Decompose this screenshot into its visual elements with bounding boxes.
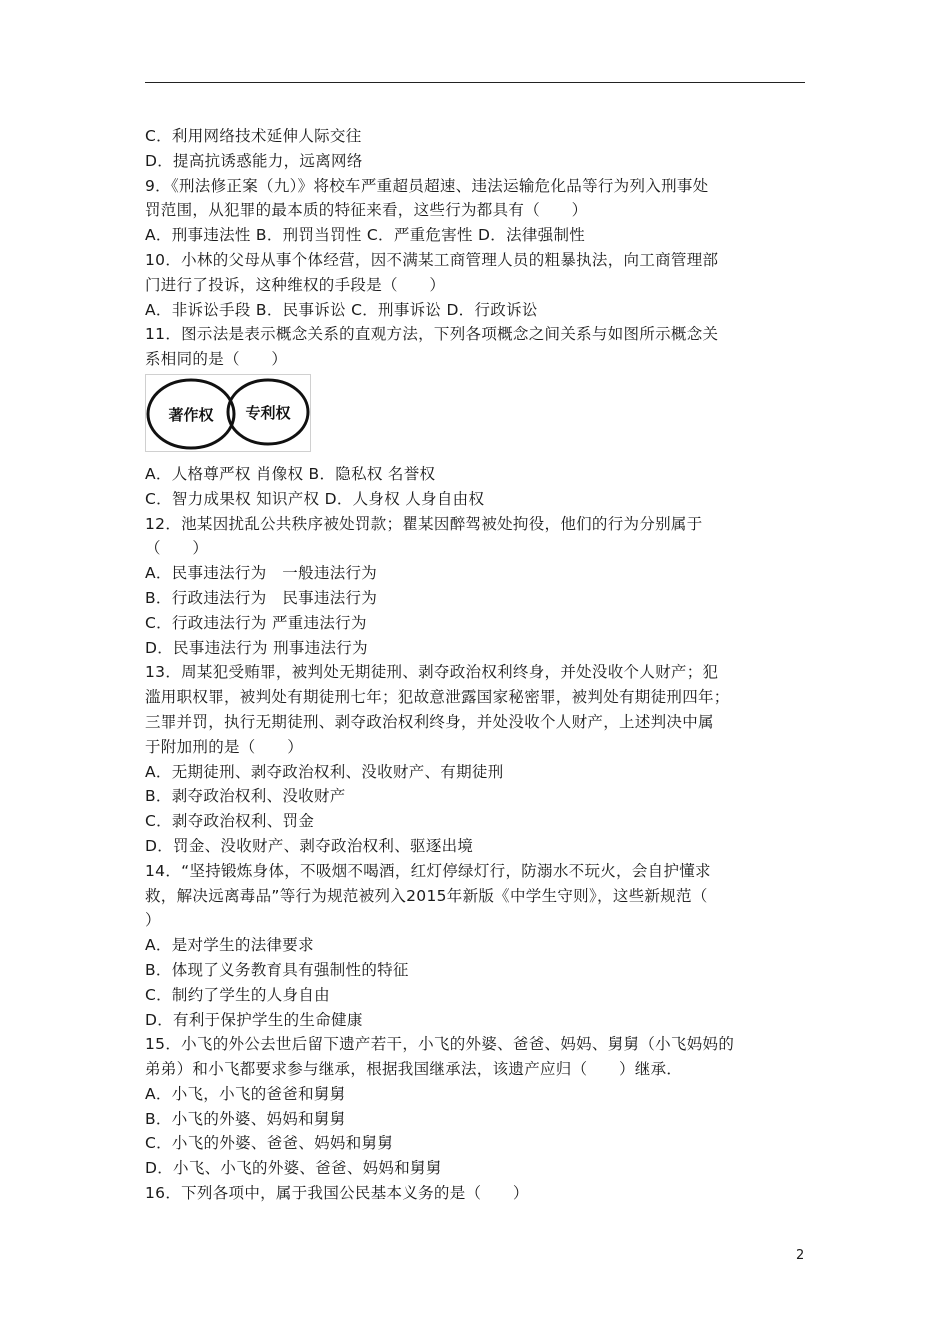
text-line: 13．周某犯受贿罪，被判处无期徒刑、剥夺政治权利终身，并处没收个人财产；犯	[145, 663, 719, 682]
text-line: 三罪并罚，执行无期徒刑、剥夺政治权利终身，并处没收个人财产，上述判决中属	[145, 712, 714, 731]
text-line: A．刑事违法性 B．刑罚当罚性 C．严重危害性 D．法律强制性	[145, 226, 586, 245]
text-line: （ ）	[145, 539, 209, 558]
text-line: A．无期徒刑、剥夺政治权利、没收财产、有期徒刑	[145, 762, 504, 781]
text-line: A．是对学生的法律要求	[145, 936, 314, 955]
text-block-before-figure	[145, 124, 807, 372]
venn-diagram	[145, 374, 311, 452]
text-line: 10．小林的父母从事个体经营，因不满某工商管理人员的粗暴执法，向工商管理部	[145, 250, 719, 269]
text-line: 9．《刑法修正案（九）》将校车严重超员超速、违法运输危化品等行为列入刑事处	[145, 176, 709, 195]
text-line: D．小飞、小飞的外婆、爸爸、妈妈和舅舅	[145, 1159, 442, 1178]
text-line: C．利用网络技术延伸人际交往	[145, 127, 362, 145]
text-line: 门进行了投诉，这种维权的手段是（ ）	[145, 275, 446, 294]
text-line: 16．下列各项中，属于我国公民基本义务的是（ ）	[145, 1184, 529, 1203]
text-line: A．小飞，小飞的爸爸和舅舅	[145, 1084, 346, 1103]
text-line: B．小飞的外婆、妈妈和舅舅	[145, 1109, 346, 1128]
patent-label: 专利权	[245, 403, 291, 422]
text-line: 弟弟）和小飞都要求参与继承，根据我国继承法，该遗产应归（ ）继承．	[145, 1060, 683, 1079]
text-line: 系相同的是（ ）	[145, 350, 288, 369]
text-line: D．提高抗诱惑能力，远离网络	[145, 151, 363, 170]
text-line: 罚范围，从犯罪的最本质的特征来看，这些行为都具有（ ）	[145, 201, 588, 220]
text-line: C．智力成果权 知识产权 D．人身权 人身自由权	[145, 489, 485, 508]
question-content	[145, 124, 807, 1206]
copyright-label: 著作权	[168, 405, 214, 424]
text-line: A．人格尊严权 肖像权 B．隐私权 名誉权	[145, 464, 436, 483]
page-number: 2	[796, 1248, 805, 1263]
text-line: D．罚金、没收财产、剥夺政治权利、驱逐出境	[145, 836, 474, 855]
concept-diagram	[145, 374, 311, 452]
text-line: B．体现了义务教育具有强制性的特征	[145, 960, 409, 979]
text-line: C．制约了学生的人身自由	[145, 985, 330, 1004]
text-line: A．非诉讼手段 B．民事诉讼 C．刑事诉讼 D．行政诉讼	[145, 300, 538, 319]
text-line: C．小飞的外婆、爸爸、妈妈和舅舅	[145, 1134, 394, 1153]
text-line: C．行政违法行为 严重违法行为	[145, 613, 367, 632]
text-line: 15．小飞的外公去世后留下遗产若干，小飞的外婆、爸爸、妈妈、舅舅（小飞妈妈的	[145, 1035, 735, 1054]
text-block-after-figure	[145, 462, 807, 1206]
text-line: D．民事违法行为 刑事违法行为	[145, 638, 368, 657]
text-line: B．剥夺政治权利、没收财产	[145, 787, 346, 806]
text-line: C．剥夺政治权利、罚金	[145, 812, 315, 831]
text-line: 救，解决远离毒品”等行为规范被列入2015年新版《中学生守则》，这些新规范（	[145, 886, 708, 905]
text-line: ）	[145, 911, 161, 930]
text-line: 12．池某因扰乱公共秩序被处罚款；瞿某因醉驾被处拘役，他们的行为分别属于	[145, 514, 703, 533]
text-line: A．民事违法行为 一般违法行为	[145, 564, 378, 583]
text-line: 滥用职权罪，被判处有期徒刑七年；犯故意泄露国家秘密罪，被判处有期徒刑四年；	[145, 688, 730, 707]
text-line: D．有利于保护学生的生命健康	[145, 1010, 363, 1029]
header-rule	[145, 82, 805, 83]
text-line: B．行政违法行为 民事违法行为	[145, 588, 378, 607]
text-line: 14．“坚持锻炼身体，不吸烟不喝酒，红灯停绿灯行，防溺水不玩火，会自护懂求	[145, 861, 711, 880]
text-line: 于附加刑的是（ ）	[145, 737, 304, 756]
text-line: 11．图示法是表示概念关系的直观方法，下列各项概念之间关系与如图所示概念关	[145, 325, 719, 344]
